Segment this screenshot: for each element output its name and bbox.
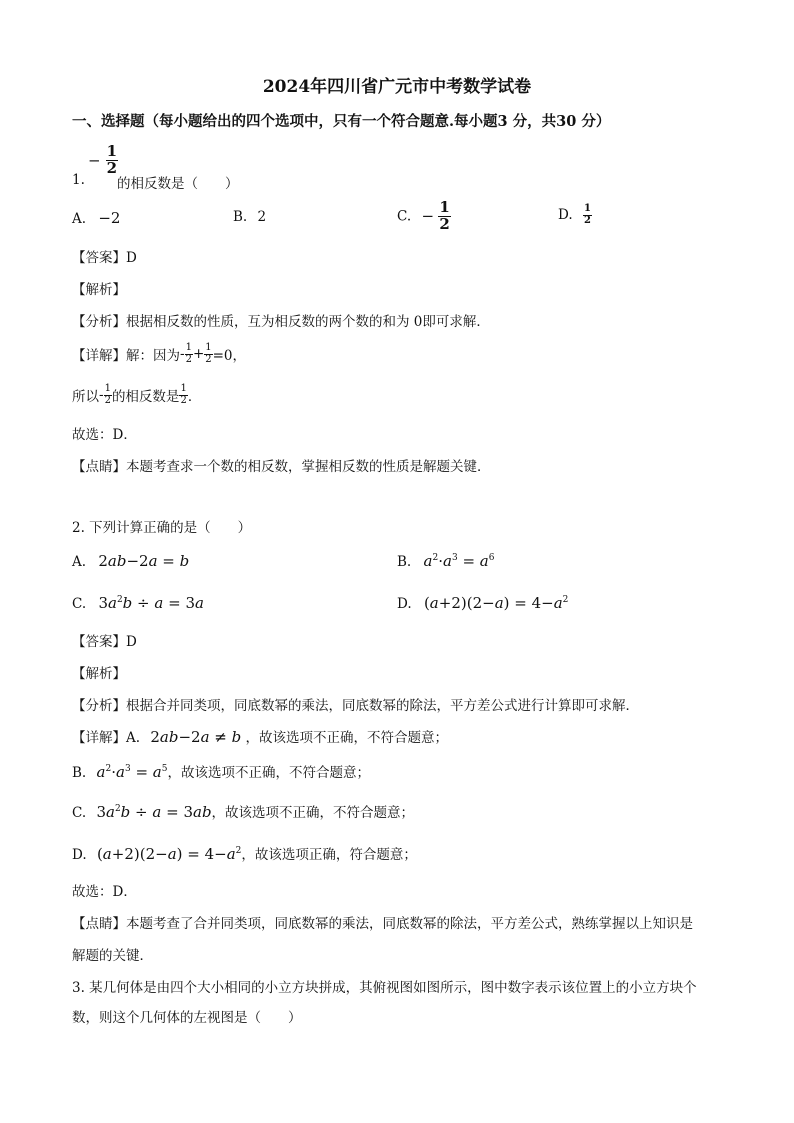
q1-number: 1. <box>72 172 85 188</box>
fraction: $\frac{1}{2}$ <box>205 342 212 365</box>
q1-dianjing: 【点睛】本题考查求一个数的相反数，掌握相反数的性质是解题关键． <box>72 459 491 475</box>
q2-option-a: A. 2ab−2a = b <box>72 552 190 570</box>
q2-answer: 【答案】D <box>72 634 137 650</box>
q1-option-d: D. $\frac{1}{2}$ <box>558 203 591 226</box>
q2-dianjing-line2: 解题的关键． <box>72 948 153 964</box>
section-heading: 一、选择题（每小题给出的四个选项中，只有一个符合题意.每小题3 分，共30 分） <box>72 113 611 130</box>
fraction: $\frac{1}{2}$ <box>583 203 591 226</box>
q1-option-a: A. −2 <box>72 209 121 227</box>
q1-xiangjie: 【详解】解：因为- $\frac{1}{2}$ + $\frac{1}{2}$ =0， <box>72 342 247 365</box>
q1-stem-text: 的相反数是（ ） <box>117 176 239 192</box>
page-title: 2024年四川省广元市中考数学试卷 <box>262 77 532 97</box>
fraction: $\frac{1}{2}$ <box>185 342 192 365</box>
fraction: $\frac{1}{2}$ <box>439 198 450 233</box>
q2-xiangjie-c: C. $3a^2b \div a = 3ab$，故该选项不正确，不符合题意； <box>72 803 415 821</box>
q2-dianjing-line1: 【点睛】本题考查了合并同类项，同底数幂的乘法，同底数幂的除法，平方差公式，熟练掌握以上知识是 <box>72 916 693 932</box>
q1-fenxi: 【分析】根据相反数的性质，互为相反数的两个数的和为 0即可求解． <box>72 314 490 330</box>
q2-xiangjie-d: D. $(a+2)(2-a) = 4-a^2$，故该选项正确，符合题意； <box>72 845 417 863</box>
q3-stem-line2: 数，则这个几何体的左视图是（ ） <box>72 1010 302 1026</box>
q2-xiangjie-a: 【详解】A. 2ab−2a ≠ b ，故该选项不正确，不符合题意； <box>72 728 449 746</box>
fraction: $\frac{1}{2}$ <box>106 142 118 177</box>
q2-option-b: B. $a^2\cdot a^3 = a^6$ <box>397 552 495 570</box>
q1-suoyi: 所以- $\frac{1}{2}$ 的相反数是 $\frac{1}{2}$ ． <box>72 383 202 406</box>
q3-stem-line1: 3. 某几何体是由四个大小相同的小立方块拼成，其俯视图如图所示，图中数字表示该位置上的小立方块个 <box>72 980 697 996</box>
q1-option-b: B. 2 <box>233 209 267 225</box>
q2-guxuan: 故选：D． <box>72 884 137 900</box>
q1-option-c: C. − $\frac{1}{2}$ <box>397 198 450 233</box>
q1-guxuan: 故选：D． <box>72 427 137 443</box>
fraction: $\frac{1}{2}$ <box>180 383 187 406</box>
q2-fenxi: 【分析】根据合并同类项，同底数幂的乘法，同底数幂的除法，平方差公式进行计算即可求解． <box>72 698 639 714</box>
q1-answer: 【答案】D <box>72 250 137 266</box>
q1-stem-fraction: − $\frac{1}{2}$ <box>88 142 118 177</box>
q2-xiangjie-b: B. $a^2\cdot a^3 = a^5$，故该选项不正确，不符合题意； <box>72 763 370 781</box>
q2-option-c: C. $3a^2b \div a = 3a$ <box>72 594 204 612</box>
q2-option-d: D. $(a+2)(2-a) = 4-a^2$ <box>397 594 569 612</box>
q2-stem: 2. 下列计算正确的是（ ） <box>72 520 252 536</box>
q2-jiexi: 【解析】 <box>72 666 126 682</box>
fraction: $\frac{1}{2}$ <box>104 383 111 406</box>
q1-jiexi: 【解析】 <box>72 282 126 298</box>
